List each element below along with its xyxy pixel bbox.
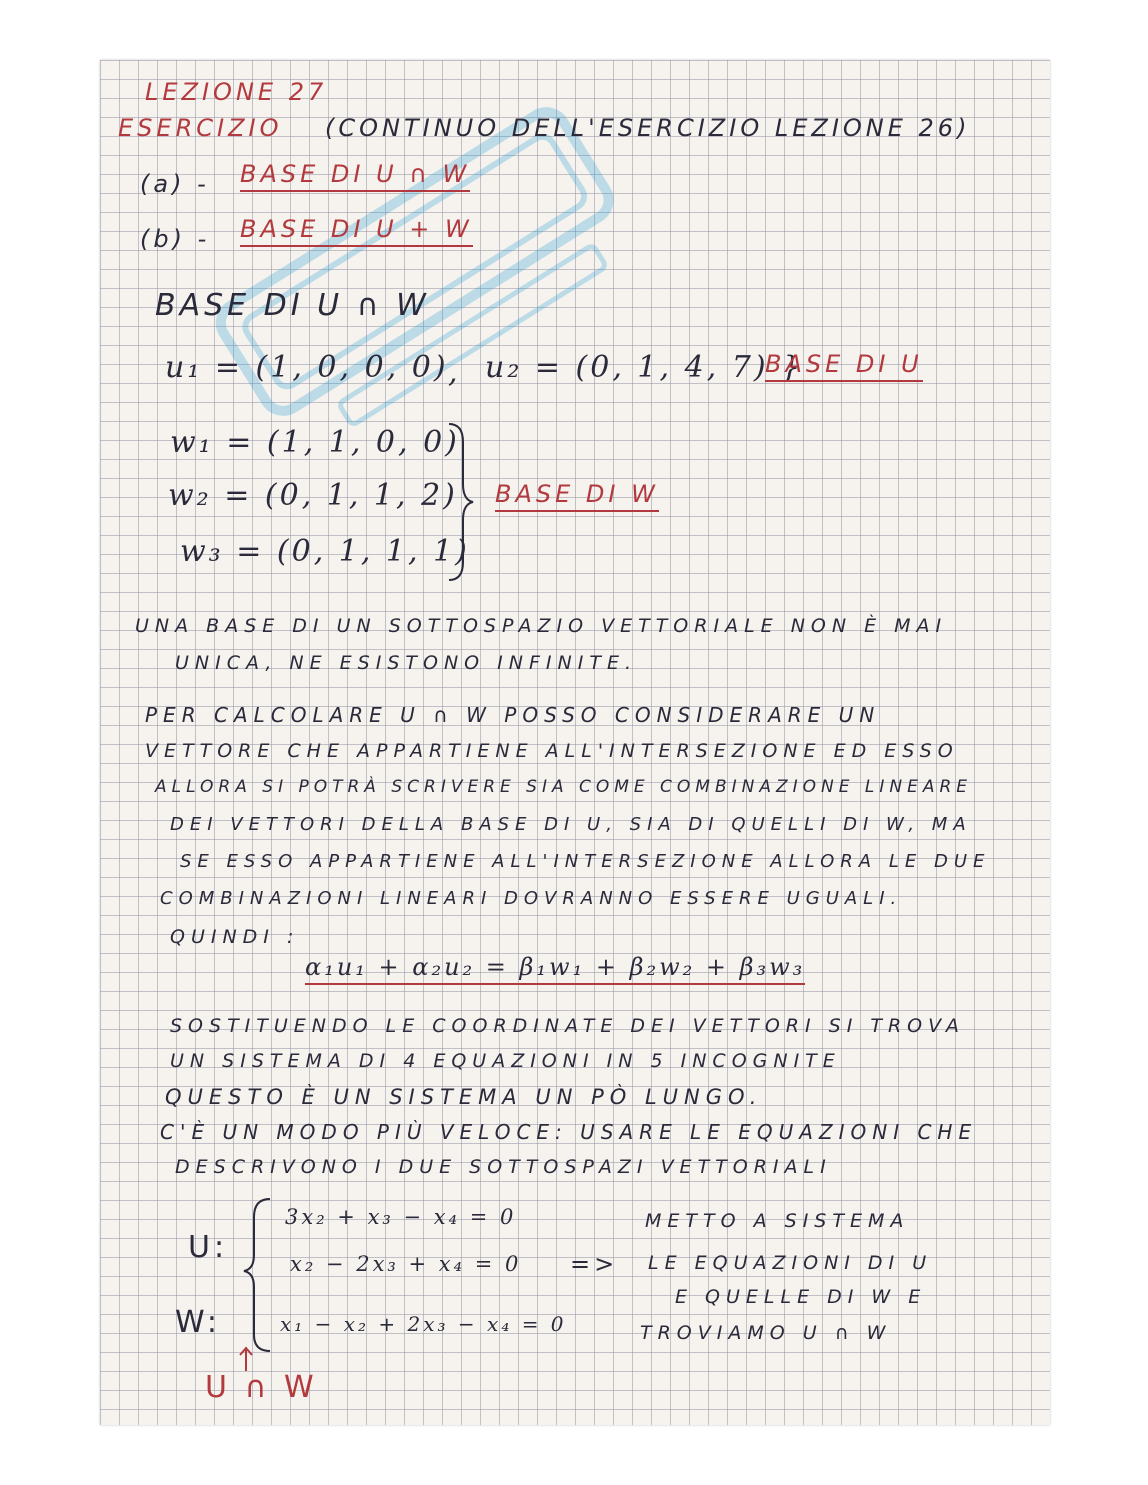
task-b-text: BASE DI U + W	[240, 215, 473, 247]
paragraph1-line1: UNA BASE DI UN SOTTOSPAZIO VETTORIALE NON È MAI	[135, 615, 948, 637]
paragraph1-line2: UNICA, NE ESISTONO INFINITE.	[175, 652, 637, 674]
note-line4: TROVIAMO U ∩ W	[640, 1322, 892, 1344]
task-b-label: (b) -	[140, 225, 211, 253]
note-line1: METTO A SISTEMA	[645, 1210, 910, 1232]
questo-line: QUESTO È UN SISTEMA UN PÒ LUNGO.	[165, 1085, 763, 1109]
paragraph3-line2: UN SISTEMA DI 4 EQUAZIONI IN 5 INCOGNITE	[170, 1050, 841, 1072]
paragraph2-line4: DEI VETTORI DELLA BASE DI U, SIA DI QUELLI DI W, MA	[170, 814, 972, 835]
exercise-label: ESERCIZIO	[118, 114, 283, 142]
exercise-continuation: (CONTINUO DELL'ESERCIZIO LEZIONE 26)	[325, 114, 971, 142]
paragraph4-line2: DESCRIVONO I DUE SOTTOSPAZI VETTORIALI	[175, 1156, 832, 1178]
equation-1: 3x₂ + x₃ − x₄ = 0	[285, 1205, 517, 1229]
paragraph2-line6: COMBINAZIONI LINEARI DOVRANNO ESSERE UGUALI.	[160, 888, 903, 909]
task-a-text: BASE DI U ∩ W	[240, 160, 470, 192]
paragraph4-line1: C'È UN MODO PIÙ VELOCE: USARE LE EQUAZIONI CHE	[160, 1120, 978, 1144]
paragraph2-line2: VETTORE CHE APPARTIENE ALL'INTERSEZIONE ED ESSO	[145, 740, 959, 762]
paragraph2-line5: SE ESSO APPARTIENE ALL'INTERSEZIONE ALLORA LE DUE	[180, 851, 991, 872]
notebook-page	[100, 60, 1050, 1425]
linear-combination-equation: α₁u₁ + α₂u₂ = β₁w₁ + β₂w₂ + β₃w₃	[305, 953, 805, 985]
system-w-label: W:	[175, 1305, 222, 1340]
equation-3: x₁ − x₂ + 2x₃ − x₄ = 0	[280, 1312, 567, 1336]
basis-w-label: BASE DI W	[495, 480, 659, 512]
paragraph3-line1: SOSTITUENDO LE COORDINATE DEI VETTORI SI TROVA	[170, 1015, 965, 1037]
vector-w2: w₂ = (0, 1, 1, 2)	[168, 478, 458, 513]
note-line3: E QUELLE DI W E	[675, 1286, 927, 1308]
vector-w1: w₁ = (1, 1, 0, 0)	[170, 425, 460, 460]
implies-arrow: =>	[570, 1250, 619, 1278]
vector-u1: u₁ = (1, 0, 0, 0)	[165, 350, 449, 385]
equation-2: x₂ − 2x₃ + x₄ = 0	[290, 1252, 522, 1276]
quindi-label: QUINDI :	[170, 926, 300, 948]
lesson-title: LEZIONE 27	[145, 78, 328, 106]
vector-u2: u₂ = (0, 1, 4, 7) }	[485, 350, 804, 385]
task-a-label: (a) -	[140, 170, 210, 198]
system-u-label: U:	[188, 1230, 229, 1265]
section-title: BASE DI U ∩ W	[155, 288, 430, 323]
right-brace-icon	[445, 422, 475, 582]
note-line2: LE EQUAZIONI DI U	[648, 1252, 933, 1274]
basis-u-label: BASE DI U	[765, 350, 923, 382]
paragraph2-line3: ALLORA SI POTRÀ SCRIVERE SIA COME COMBINAZIONE LINEARE	[155, 777, 973, 797]
vector-separator: ,	[448, 355, 461, 390]
skuola-watermark-logo	[160, 90, 680, 450]
intersection-label: U ∩ W	[205, 1370, 318, 1405]
up-arrow-icon	[236, 1345, 256, 1373]
left-brace-icon	[240, 1195, 280, 1355]
vector-w3: w₃ = (0, 1, 1, 1)	[180, 534, 470, 569]
paragraph2-line1: PER CALCOLARE U ∩ W POSSO CONSIDERARE UN	[145, 703, 881, 727]
